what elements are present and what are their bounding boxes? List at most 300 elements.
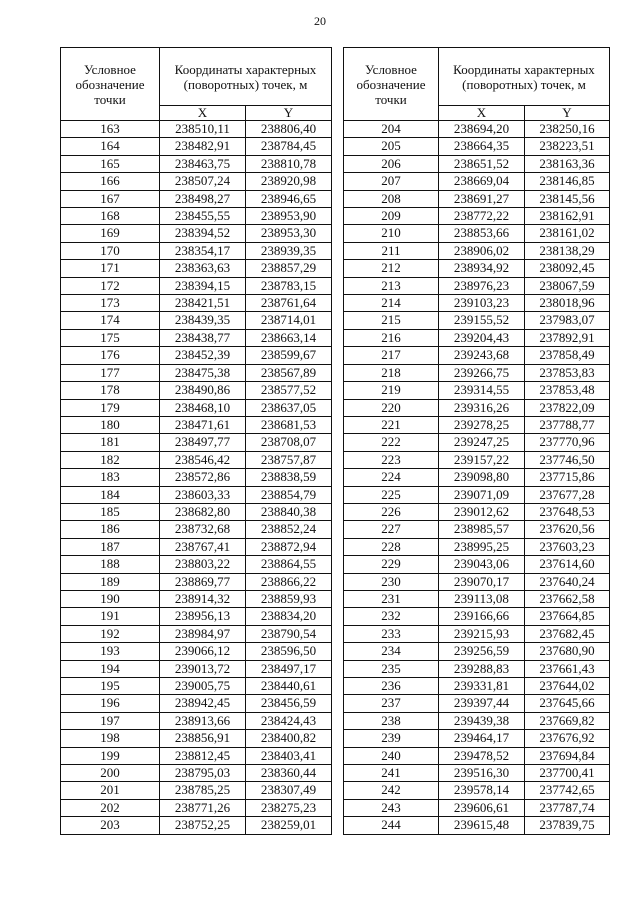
x-coordinate-cell: 238490,86 bbox=[160, 382, 246, 399]
y-coordinate-cell: 238834,20 bbox=[246, 608, 332, 625]
table-row bbox=[344, 312, 610, 329]
x-coordinate-cell: 239256,59 bbox=[439, 643, 525, 660]
x-coordinate-cell: 238906,02 bbox=[439, 242, 525, 259]
table-row bbox=[344, 695, 610, 712]
table-row bbox=[61, 817, 332, 834]
point-number-cell: 203 bbox=[61, 817, 160, 834]
table-row bbox=[61, 347, 332, 364]
x-coordinate-cell: 238767,41 bbox=[160, 538, 246, 555]
x-coordinate-cell: 238475,38 bbox=[160, 364, 246, 381]
x-coordinate-cell: 238497,77 bbox=[160, 434, 246, 451]
table-row bbox=[61, 416, 332, 433]
point-number-cell: 221 bbox=[344, 416, 439, 433]
y-coordinate-cell: 237603,23 bbox=[525, 538, 610, 555]
table-row bbox=[61, 556, 332, 573]
table-row bbox=[61, 190, 332, 207]
point-number-cell: 233 bbox=[344, 625, 439, 642]
point-number-cell: 229 bbox=[344, 556, 439, 573]
table-row bbox=[344, 382, 610, 399]
x-coordinate-cell: 239478,52 bbox=[439, 747, 525, 764]
y-coordinate-cell: 238838,59 bbox=[246, 469, 332, 486]
x-coordinate-cell: 239278,25 bbox=[439, 416, 525, 433]
point-number-cell: 237 bbox=[344, 695, 439, 712]
y-coordinate-cell: 238400,82 bbox=[246, 730, 332, 747]
y-coordinate-cell: 237700,41 bbox=[525, 765, 610, 782]
y-coordinate-cell: 237839,75 bbox=[525, 817, 610, 834]
y-coordinate-cell: 238783,15 bbox=[246, 277, 332, 294]
x-coordinate-cell: 238795,03 bbox=[160, 765, 246, 782]
point-number-cell: 187 bbox=[61, 538, 160, 555]
y-coordinate-cell: 237614,60 bbox=[525, 556, 610, 573]
point-number-cell: 214 bbox=[344, 295, 439, 312]
point-number-cell: 212 bbox=[344, 260, 439, 277]
x-coordinate-cell: 239331,81 bbox=[439, 678, 525, 695]
table-row bbox=[61, 173, 332, 190]
x-coordinate-cell: 238771,26 bbox=[160, 799, 246, 816]
point-number-cell: 199 bbox=[61, 747, 160, 764]
y-coordinate-cell: 238146,85 bbox=[525, 173, 610, 190]
y-coordinate-cell: 238163,36 bbox=[525, 155, 610, 172]
y-header: Y bbox=[246, 106, 332, 121]
x-coordinate-cell: 239071,09 bbox=[439, 486, 525, 503]
x-coordinate-cell: 238995,25 bbox=[439, 538, 525, 555]
y-coordinate-cell: 238708,07 bbox=[246, 434, 332, 451]
table-row bbox=[344, 643, 610, 660]
table-row bbox=[344, 503, 610, 520]
point-number-cell: 163 bbox=[61, 121, 160, 138]
x-coordinate-cell: 238664,35 bbox=[439, 138, 525, 155]
y-coordinate-cell: 238681,53 bbox=[246, 416, 332, 433]
x-coordinate-cell: 239012,62 bbox=[439, 503, 525, 520]
x-coordinate-cell: 239516,30 bbox=[439, 765, 525, 782]
y-coordinate-cell: 238866,22 bbox=[246, 573, 332, 590]
point-number-cell: 230 bbox=[344, 573, 439, 590]
x-coordinate-cell: 239314,55 bbox=[439, 382, 525, 399]
x-coordinate-cell: 239013,72 bbox=[160, 660, 246, 677]
point-number-cell: 218 bbox=[344, 364, 439, 381]
y-coordinate-cell: 238859,93 bbox=[246, 590, 332, 607]
point-number-cell: 190 bbox=[61, 590, 160, 607]
table-row bbox=[61, 765, 332, 782]
x-coordinate-cell: 239103,23 bbox=[439, 295, 525, 312]
x-coordinate-cell: 238984,97 bbox=[160, 625, 246, 642]
x-coordinate-cell: 239464,17 bbox=[439, 730, 525, 747]
table-row bbox=[344, 590, 610, 607]
y-coordinate-cell: 238440,61 bbox=[246, 678, 332, 695]
table-row bbox=[61, 155, 332, 172]
x-coordinate-cell: 238732,68 bbox=[160, 521, 246, 538]
table-row bbox=[344, 608, 610, 625]
point-number-cell: 164 bbox=[61, 138, 160, 155]
point-number-cell: 198 bbox=[61, 730, 160, 747]
y-coordinate-cell: 238806,40 bbox=[246, 121, 332, 138]
table-row bbox=[61, 295, 332, 312]
y-header: Y bbox=[525, 106, 610, 121]
x-coordinate-cell: 239215,93 bbox=[439, 625, 525, 642]
point-number-cell: 179 bbox=[61, 399, 160, 416]
table-row bbox=[61, 399, 332, 416]
coords-header: Координаты характерных (поворотных) точек, м bbox=[439, 48, 610, 106]
point-number-cell: 236 bbox=[344, 678, 439, 695]
x-coordinate-cell: 238856,91 bbox=[160, 730, 246, 747]
x-coordinate-cell: 238482,91 bbox=[160, 138, 246, 155]
table-row bbox=[344, 364, 610, 381]
x-header: X bbox=[439, 106, 525, 121]
x-coordinate-cell: 239113,08 bbox=[439, 590, 525, 607]
table-row bbox=[61, 747, 332, 764]
x-coordinate-cell: 238913,66 bbox=[160, 712, 246, 729]
y-coordinate-cell: 237662,58 bbox=[525, 590, 610, 607]
point-number-cell: 184 bbox=[61, 486, 160, 503]
x-coordinate-cell: 239243,68 bbox=[439, 347, 525, 364]
x-coordinate-cell: 238772,22 bbox=[439, 208, 525, 225]
point-number-cell: 242 bbox=[344, 782, 439, 799]
x-coordinate-cell: 238942,45 bbox=[160, 695, 246, 712]
point-number-cell: 186 bbox=[61, 521, 160, 538]
point-number-cell: 235 bbox=[344, 660, 439, 677]
table-row bbox=[61, 695, 332, 712]
table-row bbox=[344, 730, 610, 747]
x-coordinate-cell: 238803,22 bbox=[160, 556, 246, 573]
table-row bbox=[344, 173, 610, 190]
table-row bbox=[344, 225, 610, 242]
table-row bbox=[61, 382, 332, 399]
point-number-cell: 196 bbox=[61, 695, 160, 712]
point-number-cell: 202 bbox=[61, 799, 160, 816]
table-row bbox=[61, 782, 332, 799]
y-coordinate-cell: 237770,96 bbox=[525, 434, 610, 451]
point-number-cell: 178 bbox=[61, 382, 160, 399]
point-number-cell: 189 bbox=[61, 573, 160, 590]
y-coordinate-cell: 238250,16 bbox=[525, 121, 610, 138]
point-number-cell: 219 bbox=[344, 382, 439, 399]
table-row bbox=[344, 242, 610, 259]
table-row bbox=[61, 242, 332, 259]
point-number-cell: 200 bbox=[61, 765, 160, 782]
y-coordinate-cell: 238714,01 bbox=[246, 312, 332, 329]
x-coordinate-cell: 239288,83 bbox=[439, 660, 525, 677]
x-coordinate-cell: 238546,42 bbox=[160, 451, 246, 468]
point-number-cell: 195 bbox=[61, 678, 160, 695]
y-coordinate-cell: 238939,35 bbox=[246, 242, 332, 259]
point-number-cell: 217 bbox=[344, 347, 439, 364]
table-row bbox=[344, 399, 610, 416]
point-number-cell: 170 bbox=[61, 242, 160, 259]
y-coordinate-cell: 238946,65 bbox=[246, 190, 332, 207]
table-row bbox=[344, 538, 610, 555]
y-coordinate-cell: 237715,86 bbox=[525, 469, 610, 486]
point-number-cell: 207 bbox=[344, 173, 439, 190]
table-row bbox=[344, 556, 610, 573]
x-coordinate-cell: 238934,92 bbox=[439, 260, 525, 277]
y-coordinate-cell: 238857,29 bbox=[246, 260, 332, 277]
x-coordinate-cell: 238394,15 bbox=[160, 277, 246, 294]
table-row bbox=[61, 573, 332, 590]
y-coordinate-cell: 237788,77 bbox=[525, 416, 610, 433]
x-coordinate-cell: 239066,12 bbox=[160, 643, 246, 660]
y-coordinate-cell: 238275,23 bbox=[246, 799, 332, 816]
point-number-cell: 183 bbox=[61, 469, 160, 486]
x-coordinate-cell: 238394,52 bbox=[160, 225, 246, 242]
table-row bbox=[344, 434, 610, 451]
y-coordinate-cell: 238577,52 bbox=[246, 382, 332, 399]
x-coordinate-cell: 238572,86 bbox=[160, 469, 246, 486]
table-row bbox=[61, 625, 332, 642]
table-row bbox=[344, 451, 610, 468]
y-coordinate-cell: 237787,74 bbox=[525, 799, 610, 816]
y-coordinate-cell: 238872,94 bbox=[246, 538, 332, 555]
table-row bbox=[344, 817, 610, 834]
y-coordinate-cell: 238259,01 bbox=[246, 817, 332, 834]
table-row bbox=[61, 329, 332, 346]
x-coordinate-cell: 238682,80 bbox=[160, 503, 246, 520]
table-row bbox=[61, 486, 332, 503]
table-row bbox=[61, 225, 332, 242]
x-coordinate-cell: 239043,06 bbox=[439, 556, 525, 573]
table-row bbox=[61, 799, 332, 816]
y-coordinate-cell: 237858,49 bbox=[525, 347, 610, 364]
coordinates-table-right bbox=[343, 47, 610, 835]
y-coordinate-cell: 238424,43 bbox=[246, 712, 332, 729]
y-coordinate-cell: 238757,87 bbox=[246, 451, 332, 468]
x-coordinate-cell: 239070,17 bbox=[439, 573, 525, 590]
y-coordinate-cell: 238403,41 bbox=[246, 747, 332, 764]
y-coordinate-cell: 237853,48 bbox=[525, 382, 610, 399]
table-row bbox=[344, 765, 610, 782]
x-coordinate-cell: 238752,25 bbox=[160, 817, 246, 834]
y-coordinate-cell: 237676,92 bbox=[525, 730, 610, 747]
x-coordinate-cell: 238507,24 bbox=[160, 173, 246, 190]
point-number-cell: 240 bbox=[344, 747, 439, 764]
point-number-cell: 193 bbox=[61, 643, 160, 660]
x-coordinate-cell: 238510,11 bbox=[160, 121, 246, 138]
y-coordinate-cell: 237682,45 bbox=[525, 625, 610, 642]
point-number-cell: 171 bbox=[61, 260, 160, 277]
table-row bbox=[61, 608, 332, 625]
point-number-cell: 224 bbox=[344, 469, 439, 486]
y-coordinate-cell: 238840,38 bbox=[246, 503, 332, 520]
table-row bbox=[61, 364, 332, 381]
x-coordinate-cell: 239157,22 bbox=[439, 451, 525, 468]
y-coordinate-cell: 238092,45 bbox=[525, 260, 610, 277]
coordinates-table-left bbox=[60, 47, 332, 835]
x-coordinate-cell: 239615,48 bbox=[439, 817, 525, 834]
table-row bbox=[61, 538, 332, 555]
point-number-cell: 168 bbox=[61, 208, 160, 225]
table-row bbox=[344, 121, 610, 138]
x-coordinate-cell: 238421,51 bbox=[160, 295, 246, 312]
table-row bbox=[61, 660, 332, 677]
x-coordinate-cell: 239578,14 bbox=[439, 782, 525, 799]
y-coordinate-cell: 238854,79 bbox=[246, 486, 332, 503]
x-coordinate-cell: 238985,57 bbox=[439, 521, 525, 538]
x-coordinate-cell: 238669,04 bbox=[439, 173, 525, 190]
x-coordinate-cell: 239098,80 bbox=[439, 469, 525, 486]
point-number-cell: 192 bbox=[61, 625, 160, 642]
x-header: X bbox=[160, 106, 246, 121]
table-row bbox=[344, 347, 610, 364]
table-row bbox=[61, 521, 332, 538]
y-coordinate-cell: 238852,24 bbox=[246, 521, 332, 538]
y-coordinate-cell: 237822,09 bbox=[525, 399, 610, 416]
point-number-cell: 234 bbox=[344, 643, 439, 660]
y-coordinate-cell: 237640,24 bbox=[525, 573, 610, 590]
y-coordinate-cell: 238360,44 bbox=[246, 765, 332, 782]
table-row bbox=[61, 277, 332, 294]
point-number-cell: 205 bbox=[344, 138, 439, 155]
table-row bbox=[61, 643, 332, 660]
point-number-cell: 244 bbox=[344, 817, 439, 834]
x-coordinate-cell: 238869,77 bbox=[160, 573, 246, 590]
table-row bbox=[344, 138, 610, 155]
point-label-header: Условное обозначение точки bbox=[61, 48, 160, 121]
point-number-cell: 180 bbox=[61, 416, 160, 433]
table-row bbox=[344, 521, 610, 538]
y-coordinate-cell: 238307,49 bbox=[246, 782, 332, 799]
point-number-cell: 204 bbox=[344, 121, 439, 138]
table-row bbox=[61, 121, 332, 138]
x-coordinate-cell: 238603,33 bbox=[160, 486, 246, 503]
table-row bbox=[344, 747, 610, 764]
x-coordinate-cell: 239166,66 bbox=[439, 608, 525, 625]
y-coordinate-cell: 238790,54 bbox=[246, 625, 332, 642]
page-number: 20 bbox=[314, 14, 326, 28]
x-coordinate-cell: 238439,35 bbox=[160, 312, 246, 329]
point-number-cell: 191 bbox=[61, 608, 160, 625]
y-coordinate-cell: 238567,89 bbox=[246, 364, 332, 381]
y-coordinate-cell: 238161,02 bbox=[525, 225, 610, 242]
x-coordinate-cell: 239204,43 bbox=[439, 329, 525, 346]
x-coordinate-cell: 238471,61 bbox=[160, 416, 246, 433]
x-coordinate-cell: 238468,10 bbox=[160, 399, 246, 416]
point-number-cell: 228 bbox=[344, 538, 439, 555]
point-number-cell: 215 bbox=[344, 312, 439, 329]
y-coordinate-cell: 238920,98 bbox=[246, 173, 332, 190]
table-row bbox=[61, 434, 332, 451]
table-row bbox=[61, 469, 332, 486]
y-coordinate-cell: 238761,64 bbox=[246, 295, 332, 312]
table-row bbox=[344, 782, 610, 799]
x-coordinate-cell: 238812,45 bbox=[160, 747, 246, 764]
point-number-cell: 209 bbox=[344, 208, 439, 225]
x-coordinate-cell: 238853,66 bbox=[439, 225, 525, 242]
x-coordinate-cell: 238785,25 bbox=[160, 782, 246, 799]
point-number-cell: 216 bbox=[344, 329, 439, 346]
x-coordinate-cell: 238691,27 bbox=[439, 190, 525, 207]
table-row bbox=[61, 208, 332, 225]
point-number-cell: 241 bbox=[344, 765, 439, 782]
y-coordinate-cell: 237677,28 bbox=[525, 486, 610, 503]
y-coordinate-cell: 237853,83 bbox=[525, 364, 610, 381]
point-number-cell: 201 bbox=[61, 782, 160, 799]
point-number-cell: 176 bbox=[61, 347, 160, 364]
point-number-cell: 185 bbox=[61, 503, 160, 520]
y-coordinate-cell: 238223,51 bbox=[525, 138, 610, 155]
table-row bbox=[344, 486, 610, 503]
table-row bbox=[344, 190, 610, 207]
x-coordinate-cell: 238455,55 bbox=[160, 208, 246, 225]
point-number-cell: 165 bbox=[61, 155, 160, 172]
point-number-cell: 175 bbox=[61, 329, 160, 346]
y-coordinate-cell: 237742,65 bbox=[525, 782, 610, 799]
x-coordinate-cell: 238438,77 bbox=[160, 329, 246, 346]
point-number-cell: 206 bbox=[344, 155, 439, 172]
point-number-cell: 182 bbox=[61, 451, 160, 468]
y-coordinate-cell: 238162,91 bbox=[525, 208, 610, 225]
x-coordinate-cell: 238651,52 bbox=[439, 155, 525, 172]
table-row bbox=[344, 155, 610, 172]
y-coordinate-cell: 238596,50 bbox=[246, 643, 332, 660]
point-number-cell: 232 bbox=[344, 608, 439, 625]
x-coordinate-cell: 238914,32 bbox=[160, 590, 246, 607]
y-coordinate-cell: 237664,85 bbox=[525, 608, 610, 625]
x-coordinate-cell: 238452,39 bbox=[160, 347, 246, 364]
point-number-cell: 211 bbox=[344, 242, 439, 259]
y-coordinate-cell: 238456,59 bbox=[246, 695, 332, 712]
x-coordinate-cell: 239316,26 bbox=[439, 399, 525, 416]
point-label-header: Условное обозначение точки bbox=[344, 48, 439, 121]
table-row bbox=[344, 329, 610, 346]
table-row bbox=[61, 312, 332, 329]
point-number-cell: 173 bbox=[61, 295, 160, 312]
y-coordinate-cell: 238599,67 bbox=[246, 347, 332, 364]
x-coordinate-cell: 238463,75 bbox=[160, 155, 246, 172]
table-row bbox=[61, 678, 332, 695]
table-row bbox=[344, 625, 610, 642]
point-number-cell: 225 bbox=[344, 486, 439, 503]
y-coordinate-cell: 238663,14 bbox=[246, 329, 332, 346]
point-number-cell: 231 bbox=[344, 590, 439, 607]
x-coordinate-cell: 238694,20 bbox=[439, 121, 525, 138]
x-coordinate-cell: 239606,61 bbox=[439, 799, 525, 816]
x-coordinate-cell: 239439,38 bbox=[439, 712, 525, 729]
table-row bbox=[344, 573, 610, 590]
x-coordinate-cell: 238354,17 bbox=[160, 242, 246, 259]
point-number-cell: 194 bbox=[61, 660, 160, 677]
y-coordinate-cell: 237620,56 bbox=[525, 521, 610, 538]
point-number-cell: 167 bbox=[61, 190, 160, 207]
point-number-cell: 177 bbox=[61, 364, 160, 381]
table-row bbox=[61, 451, 332, 468]
coords-header: Координаты характерных (поворотных) точек, м bbox=[160, 48, 332, 106]
x-coordinate-cell: 238498,27 bbox=[160, 190, 246, 207]
point-number-cell: 238 bbox=[344, 712, 439, 729]
y-coordinate-cell: 237983,07 bbox=[525, 312, 610, 329]
y-coordinate-cell: 238067,59 bbox=[525, 277, 610, 294]
point-number-cell: 197 bbox=[61, 712, 160, 729]
point-number-cell: 210 bbox=[344, 225, 439, 242]
y-coordinate-cell: 238864,55 bbox=[246, 556, 332, 573]
point-number-cell: 188 bbox=[61, 556, 160, 573]
y-coordinate-cell: 237648,53 bbox=[525, 503, 610, 520]
table-row bbox=[344, 799, 610, 816]
y-coordinate-cell: 237746,50 bbox=[525, 451, 610, 468]
y-coordinate-cell: 237892,91 bbox=[525, 329, 610, 346]
table-row bbox=[344, 660, 610, 677]
y-coordinate-cell: 238018,96 bbox=[525, 295, 610, 312]
x-coordinate-cell: 239005,75 bbox=[160, 678, 246, 695]
table-row bbox=[61, 712, 332, 729]
y-coordinate-cell: 238953,90 bbox=[246, 208, 332, 225]
table-row bbox=[344, 277, 610, 294]
table-row bbox=[344, 469, 610, 486]
table-row bbox=[61, 590, 332, 607]
point-number-cell: 239 bbox=[344, 730, 439, 747]
point-number-cell: 226 bbox=[344, 503, 439, 520]
x-coordinate-cell: 238956,13 bbox=[160, 608, 246, 625]
point-number-cell: 213 bbox=[344, 277, 439, 294]
point-number-cell: 172 bbox=[61, 277, 160, 294]
